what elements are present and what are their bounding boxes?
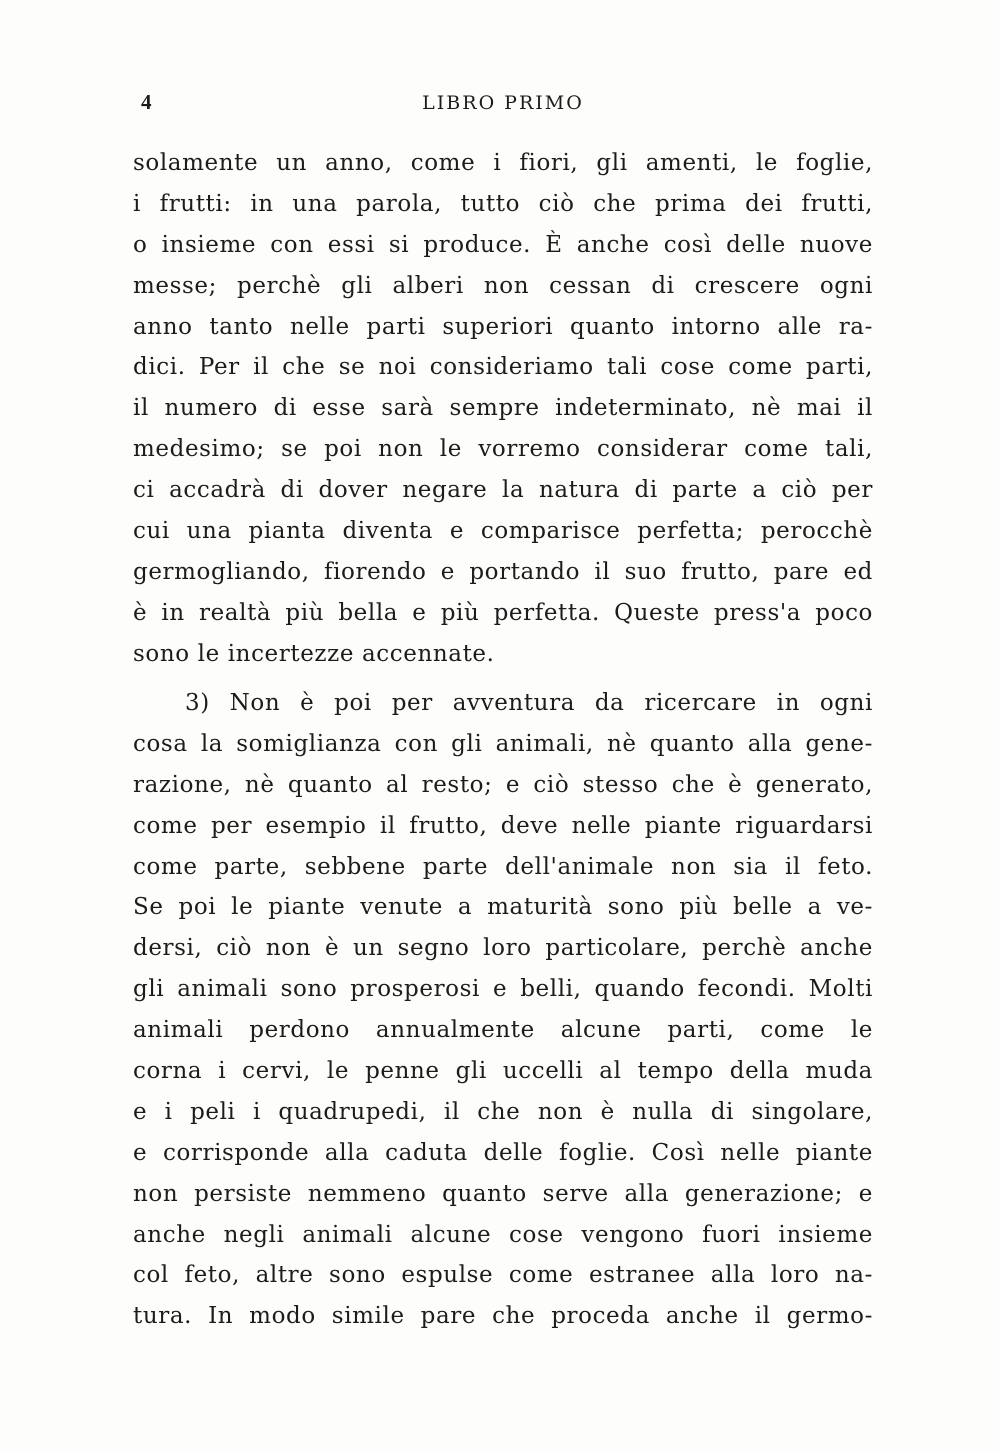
- text-line: anno tanto nelle parti superiori quanto intorno alle ra-: [133, 313, 873, 340]
- text-line: Se poi le piante venute a maturità sono più belle a ve-: [133, 894, 873, 921]
- text-line: o insieme con essi si produce. È anche così delle nuove: [133, 231, 873, 258]
- text-line: sono le incertezze accennate.: [133, 640, 495, 667]
- text-line: non persiste nemmeno quanto serve alla generazione; e: [133, 1180, 873, 1207]
- text-line: medesimo; se poi non le vorremo considerar come tali,: [133, 436, 873, 463]
- page-number: 4: [141, 90, 152, 114]
- text-line: e i peli i quadrupedi, il che non è nulla di singolare,: [133, 1098, 873, 1125]
- text-line: gli animali sono prosperosi e belli, quando fecondi. Molti: [133, 976, 873, 1003]
- text-line: il numero di esse sarà sempre indeterminato, nè mai il: [133, 395, 873, 422]
- text-line: germogliando, fiorendo e portando il suo frutto, pare ed: [133, 558, 873, 585]
- text-line: col feto, altre sono espulse come estranee alla loro na-: [133, 1262, 873, 1289]
- text-line: tura. In modo simile pare che proceda anche il germo-: [133, 1303, 873, 1330]
- text-line: i frutti: in una parola, tutto ciò che prima dei frutti,: [133, 190, 873, 217]
- text-line: è in realtà più bella e più perfetta. Queste press'a poco: [133, 599, 873, 626]
- text-line: cui una pianta diventa e comparisce perfetta; perocchè: [133, 518, 873, 545]
- text-line: anche negli animali alcune cose vengono fuori insieme: [133, 1221, 873, 1248]
- text-line: come per esempio il frutto, deve nelle piante riguardarsi: [133, 812, 873, 839]
- text-line: ci accadrà di dover negare la natura di parte a ciò per: [133, 477, 873, 504]
- text-line: animali perdono annualmente alcune parti, come le: [133, 1017, 873, 1044]
- paragraph-1: [133, 143, 873, 675]
- text-line: messe; perchè gli alberi non cessan di crescere ogni: [133, 272, 873, 299]
- text-line: dici. Per il che se noi consideriamo tali cose come parti,: [133, 354, 873, 381]
- running-head: [133, 90, 873, 120]
- text-line: 3) Non è poi per avventura da ricercare in ogni: [185, 690, 873, 716]
- text-line: corna i cervi, le penne gli uccelli al tempo della muda: [133, 1058, 873, 1085]
- text-line: come parte, sebbene parte dell'animale non sia il feto.: [133, 853, 873, 880]
- paragraph-2: [133, 683, 873, 1337]
- text-line: razione, nè quanto al resto; e ciò stesso che è generato,: [133, 771, 873, 798]
- text-line: cosa la somiglianza con gli animali, nè quanto alla gene-: [133, 730, 873, 757]
- text-line: e corrisponde alla caduta delle foglie. Così nelle piante: [133, 1139, 873, 1166]
- text-line: dersi, ciò non è un segno loro particolare, perchè anche: [133, 935, 873, 962]
- text-line: solamente un anno, come i fiori, gli amenti, le foglie,: [133, 150, 873, 176]
- section-title: LIBRO PRIMO: [422, 92, 584, 114]
